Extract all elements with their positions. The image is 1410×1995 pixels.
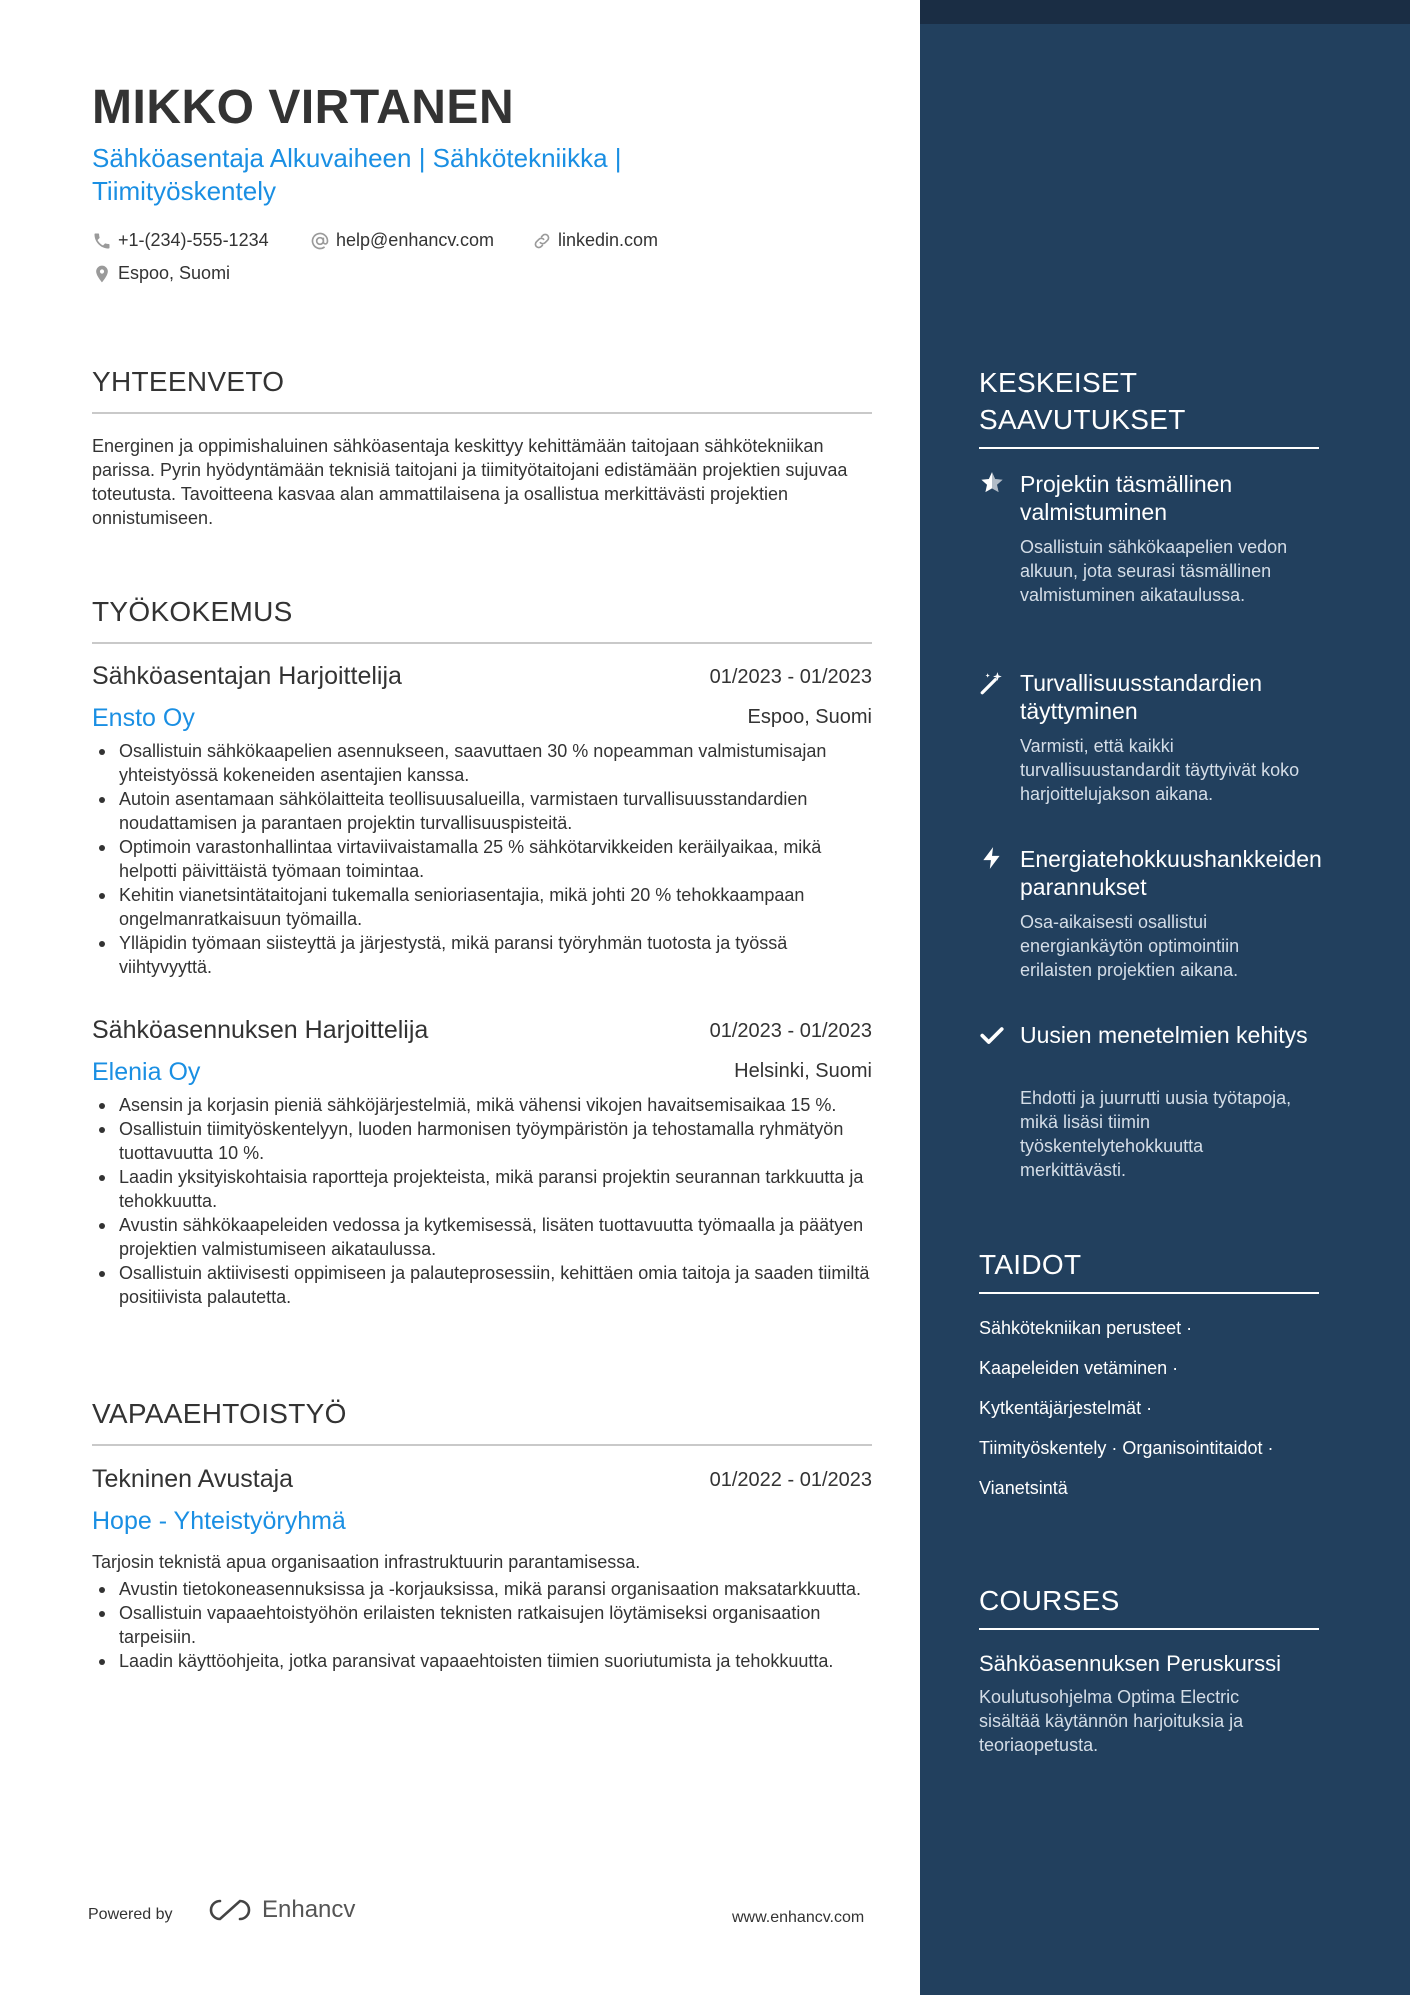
list-item: Autoin asentamaan sähkölaitteita teollisuusalueilla, varmistaen turvallisuusstandardien noudattamisen ja parantaen projektin turvallisuuspisteitä.	[92, 787, 882, 835]
volunteer-bullets	[92, 1577, 882, 1673]
skill-row	[979, 1428, 1324, 1468]
list-item: Osallistuin aktiivisesti oppimiseen ja palauteprosessiin, kehittäen omia taitoja ja saaden tiimiltä positiivista palautetta.	[92, 1261, 882, 1309]
volunteer-role: Tekninen Avustaja	[92, 1465, 294, 1493]
link-icon	[532, 231, 552, 251]
list-item: Kehitin vianetsintätaitojani tukemalla senioriasentajia, mikä johti 20 % tehokkaampaan ongelmanratkaisuun työmailla.	[92, 883, 882, 931]
job-date: 01/2023 - 01/2023	[709, 1020, 872, 1042]
summary-text: Energinen ja oppimishaluinen sähköasentaja keskittyy kehittämään taitojaan sähkötekniikan parissa. Pyrin hyödyntämään teknisiä taitojani ja tiimityötaitojani edistämään projektien sujuvaa toteutusta. Tavoitteena kasvaa alan ammattilaisena ja osallistua merkittävästi projektien onnistumiseen.	[92, 436, 848, 528]
courses-heading: COURSES	[979, 1585, 1120, 1616]
job-title: Sähköasentajan Harjoittelija	[92, 662, 402, 690]
courses-divider	[979, 1628, 1319, 1630]
job-bullets	[92, 1093, 882, 1309]
list-item: Optimoin varastonhallintaa virtaviivaistamalla 25 % sähkötarvikkeiden keräilyaikaa, mikä helpotti päivittäistä työmaan toimintaa.	[92, 835, 882, 883]
job-date: 01/2023 - 01/2023	[709, 666, 872, 688]
contact-email	[310, 230, 494, 251]
achievement-title: Projektin täsmällinen valmistuminen	[1020, 471, 1233, 525]
skill-tag: Vianetsintä	[979, 1478, 1068, 1498]
contact-phone	[92, 230, 269, 251]
volunteer-description: Tarjosin teknistä apua organisaation infrastruktuurin parantamisessa.	[92, 1552, 641, 1572]
skill-row	[979, 1468, 1324, 1508]
achievements-divider	[979, 447, 1319, 449]
contact-linkedin	[532, 230, 658, 251]
flash-icon	[979, 845, 1005, 871]
list-item: Asensin ja korjasin pieniä sähköjärjestelmiä, mikä vähensi vikojen havaitsemisaikaa 15 %.	[92, 1093, 882, 1117]
candidate-name: MIKKO VIRTANEN	[92, 81, 515, 134]
job-location: Helsinki, Suomi	[734, 1060, 872, 1082]
list-item: Laadin käyttöohjeita, jotka paransivat vapaaehtoisten tiimien suoriutumista ja tehokkuutta.	[92, 1649, 882, 1673]
achievement-desc: Varmisti, että kaikki turvallisuustandardit täyttyivät koko harjoittelujakson aikana.	[1020, 736, 1300, 804]
phone-icon	[92, 231, 112, 251]
achievement-title: Uusien menetelmien kehitys	[1020, 1022, 1308, 1048]
skills-divider	[979, 1292, 1319, 1294]
achievement-title: Energiatehokkuushankkeiden parannukset	[1020, 846, 1322, 900]
headline: Sähköasentaja Alkuvaiheen | Sähkötekniikka | Tiimityöskentely	[92, 143, 622, 206]
footer-url[interactable]: www.enhancv.com	[732, 1909, 865, 1926]
job-location: Espoo, Suomi	[747, 706, 872, 728]
summary-heading: YHTEENVETO	[92, 366, 285, 397]
location-text: Espoo, Suomi	[118, 263, 231, 283]
volunteer-date: 01/2022 - 01/2023	[709, 1469, 872, 1491]
skill-row	[979, 1388, 1324, 1428]
achievement-desc: Ehdotti ja juurrutti uusia työtapoja, mikä lisäsi tiimin työskentelytehokkuutta merkittävästi.	[1020, 1088, 1292, 1180]
experience-heading: TYÖKOKEMUS	[92, 596, 293, 627]
course-name: Sähköasennuksen Peruskurssi	[979, 1651, 1282, 1676]
list-item: Ylläpidin työmaan siisteyttä ja järjestystä, mikä paransi työryhmän tuotosta ja työssä viihtyvyyttä.	[92, 931, 882, 979]
star-icon	[979, 470, 1005, 496]
at-icon	[310, 231, 330, 251]
achievement-desc: Osallistuin sähkökaapelien vedon alkuun, jota seurasi täsmällinen valmistuminen aikataulussa.	[1020, 537, 1288, 605]
email-text[interactable]: help@enhancv.com	[336, 230, 495, 250]
skills-list	[979, 1308, 1324, 1508]
skill-separator: ·	[1267, 1438, 1274, 1458]
skill-row	[979, 1348, 1324, 1388]
achievement-title: Turvallisuusstandardien täyttyminen	[1020, 670, 1263, 724]
list-item: Osallistuin tiimityöskentelyyn, luoden harmonisen työympäristön ja tehostamalla ryhmätyön tuottavuutta 10 %.	[92, 1117, 882, 1165]
skill-tag: Kytkentäjärjestelmät	[979, 1398, 1142, 1418]
skill-tag: Organisointitaidot	[1122, 1438, 1263, 1458]
skill-separator: ·	[1186, 1318, 1193, 1338]
skill-tag: Sähkötekniikan perusteet	[979, 1318, 1182, 1338]
linkedin-text[interactable]: linkedin.com	[558, 230, 659, 250]
list-item: Avustin tietokoneasennuksissa ja -korjauksissa, mikä paransi organisaation maksatarkkuutta.	[92, 1577, 882, 1601]
job-company[interactable]: Ensto Oy	[92, 704, 195, 732]
volunteer-divider	[92, 1444, 872, 1446]
skills-heading: TAIDOT	[979, 1249, 1082, 1280]
checkmark-icon	[979, 1022, 1005, 1048]
location-pin-icon	[92, 264, 112, 284]
job-title: Sähköasennuksen Harjoittelija	[92, 1016, 429, 1044]
achievements-heading: KESKEISET SAAVUTUKSET	[979, 367, 1186, 435]
phone-text[interactable]: +1-(234)-555-1234	[118, 230, 269, 250]
achievement-desc: Osa-aikaisesti osallistui energiankäytön optimointiin erilaisten projektien aikana.	[1020, 912, 1240, 980]
list-item: Osallistuin sähkökaapelien asennukseen, saavuttaen 30 % nopeamman valmistumisajan yhteistyössä kokeneiden asentajien kanssa.	[92, 739, 882, 787]
summary-divider	[92, 412, 872, 414]
skill-tag: Kaapeleiden vetäminen	[979, 1358, 1168, 1378]
job-company[interactable]: Elenia Oy	[92, 1058, 201, 1086]
skill-tag: Tiimityöskentely	[979, 1438, 1107, 1458]
enhancv-logo-icon	[206, 1897, 254, 1923]
course-desc: Koulutusohjelma Optima Electric sisältää käytännön harjoituksia ja teoriaopetusta.	[979, 1687, 1244, 1755]
sidebar-top-bar	[920, 0, 1410, 24]
footer-powered-by: Powered by	[88, 1906, 173, 1923]
volunteer-org[interactable]: Hope - Yhteistyöryhmä	[92, 1507, 346, 1535]
volunteer-heading: VAPAAEHTOISTYÖ	[92, 1398, 347, 1429]
magic-wand-icon	[979, 670, 1005, 696]
enhancv-logo[interactable]	[206, 1896, 355, 1924]
skill-row	[979, 1308, 1324, 1348]
list-item: Osallistuin vapaaehtoistyöhön erilaisten teknisten ratkaisujen löytämiseksi organisaation tarpeisiin.	[92, 1601, 882, 1649]
list-item: Avustin sähkökaapeleiden vedossa ja kytkemisessä, lisäten tuottavuutta työmaalla ja päätyen projektien valmistumiseen aikataulussa.	[92, 1213, 882, 1261]
contact-location	[92, 263, 230, 284]
list-item: Laadin yksityiskohtaisia raportteja projekteista, mikä paransi projektin seurannan tarkkuutta ja tehokkuutta.	[92, 1165, 882, 1213]
skill-separator: ·	[1146, 1398, 1153, 1418]
skill-separator: ·	[1111, 1438, 1118, 1458]
skill-separator: ·	[1172, 1358, 1179, 1378]
job-bullets	[92, 739, 882, 979]
enhancv-brand-text: Enhancv	[262, 1896, 356, 1923]
experience-divider	[92, 642, 872, 644]
